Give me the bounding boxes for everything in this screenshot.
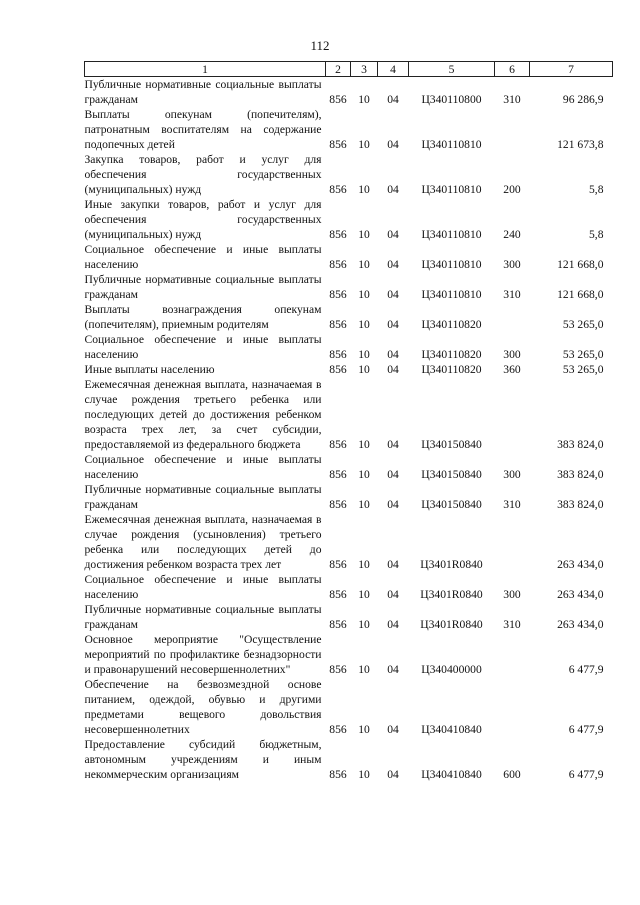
ministry-code: 856 [329, 498, 347, 511]
expense-type-code: 240 [503, 228, 521, 241]
subsection-code: 04 [387, 498, 399, 511]
target-article-code: Ц340150840 [421, 498, 482, 511]
expense-type-code: 300 [503, 588, 521, 601]
target-article-code: Ц340110810 [421, 183, 482, 196]
item-name: Ежемесячная денежная выплата, назначаемая в случае рождения (усыновления) третьего ребенка или последующих детей до достижения ребенком возраста трех лет [84, 513, 322, 571]
expense-type-code: 300 [503, 348, 521, 361]
item-name: Публичные нормативные социальные выплаты гражданам [84, 603, 322, 631]
target-article-code: Ц340400000 [421, 663, 482, 676]
target-article-code: Ц340110820 [421, 318, 482, 331]
amount: 53 265,0 [562, 363, 604, 376]
table-row [85, 602, 613, 632]
item-name: Социальное обеспечение и иные выплаты населению [84, 453, 322, 481]
budget-table [84, 61, 613, 782]
table-row [85, 107, 613, 152]
section-code: 10 [358, 258, 370, 271]
target-article-code: Ц340110800 [421, 93, 482, 106]
amount: 5,8 [589, 228, 604, 241]
item-name: Социальное обеспечение и иные выплаты населению [84, 333, 322, 361]
ministry-code: 856 [329, 318, 347, 331]
section-code: 10 [358, 588, 370, 601]
item-name: Основное мероприятие "Осуществление мероприятий по профилактике безнадзорности и правонарушений несовершеннолетних" [84, 633, 322, 676]
amount: 263 434,0 [557, 588, 604, 601]
subsection-code: 04 [387, 438, 399, 451]
subsection-code: 04 [387, 723, 399, 736]
item-name: Социальное обеспечение и иные выплаты населению [84, 243, 322, 271]
table-header-row [85, 62, 613, 77]
ministry-code: 856 [329, 438, 347, 451]
ministry-code: 856 [329, 663, 347, 676]
expense-type-code: 300 [503, 258, 521, 271]
expense-type-code: 360 [503, 363, 521, 376]
subsection-code: 04 [387, 183, 399, 196]
ministry-code: 856 [329, 183, 347, 196]
expense-type-code [495, 377, 530, 452]
section-code: 10 [358, 663, 370, 676]
amount: 6 477,9 [568, 768, 604, 781]
item-name: Социальное обеспечение и иные выплаты населению [84, 573, 322, 601]
amount: 121 668,0 [557, 288, 604, 301]
target-article-code: Ц3401R0840 [420, 618, 483, 631]
item-name: Публичные нормативные социальные выплаты гражданам [84, 78, 322, 106]
item-name: Выплаты вознаграждения опекунам (попечителям), приемным родителям [84, 303, 322, 331]
ministry-code: 856 [329, 258, 347, 271]
expense-type-code: 310 [503, 498, 521, 511]
expense-type-code: 300 [503, 468, 521, 481]
section-code: 10 [358, 288, 370, 301]
section-code: 10 [358, 318, 370, 331]
target-article-code: Ц340110810 [421, 138, 482, 151]
table-row [85, 242, 613, 272]
amount: 383 824,0 [557, 438, 604, 451]
amount: 263 434,0 [557, 558, 604, 571]
item-name: Предоставление субсидий бюджетным, автономным учреждениям и иным некоммерческим организациям [84, 738, 322, 781]
target-article-code: Ц340150840 [421, 438, 482, 451]
subsection-code: 04 [387, 768, 399, 781]
table-row [85, 677, 613, 737]
table-row [85, 272, 613, 302]
item-name: Обеспечение на безвозмездной основе питанием, одеждой, обувью и другими предметами вещевого довольствия несовершеннолетних [84, 678, 322, 736]
amount: 263 434,0 [557, 618, 604, 631]
subsection-code: 04 [387, 468, 399, 481]
amount: 96 286,9 [562, 93, 604, 106]
column-header: 1 [85, 62, 326, 77]
expense-type-code [495, 512, 530, 572]
target-article-code: Ц340410840 [421, 768, 482, 781]
column-header: 5 [409, 62, 495, 77]
expense-type-code [495, 302, 530, 332]
item-name: Закупка товаров, работ и услуг для обеспечения государственных (муниципальных) нужд [84, 153, 322, 196]
item-name: Публичные нормативные социальные выплаты гражданам [84, 483, 322, 511]
section-code: 10 [358, 348, 370, 361]
amount: 383 824,0 [557, 468, 604, 481]
ministry-code: 856 [329, 228, 347, 241]
item-name: Публичные нормативные социальные выплаты гражданам [84, 273, 322, 301]
target-article-code: Ц3401R0840 [420, 558, 483, 571]
item-name: Выплаты опекунам (попечителям), патронатным воспитателям на содержание подопечных детей [84, 108, 322, 151]
expense-type-code [495, 677, 530, 737]
subsection-code: 04 [387, 588, 399, 601]
amount: 53 265,0 [562, 318, 604, 331]
amount: 121 668,0 [557, 258, 604, 271]
expense-type-code: 200 [503, 183, 521, 196]
subsection-code: 04 [387, 138, 399, 151]
table-row [85, 302, 613, 332]
amount: 121 673,8 [557, 138, 604, 151]
ministry-code: 856 [329, 768, 347, 781]
subsection-code: 04 [387, 93, 399, 106]
expense-type-code: 310 [503, 93, 521, 106]
section-code: 10 [358, 438, 370, 451]
target-article-code: Ц340110810 [421, 288, 482, 301]
subsection-code: 04 [387, 363, 399, 376]
ministry-code: 856 [329, 348, 347, 361]
table-row [85, 332, 613, 362]
ministry-code: 856 [329, 723, 347, 736]
page-number: 112 [310, 38, 330, 53]
table-row [85, 77, 613, 108]
subsection-code: 04 [387, 258, 399, 271]
expense-type-code: 600 [503, 768, 521, 781]
ministry-code: 856 [329, 618, 347, 631]
subsection-code: 04 [387, 228, 399, 241]
subsection-code: 04 [387, 558, 399, 571]
target-article-code: Ц340110810 [421, 228, 482, 241]
target-article-code: Ц340110820 [421, 363, 482, 376]
section-code: 10 [358, 723, 370, 736]
table-row [85, 512, 613, 572]
target-article-code: Ц340110820 [421, 348, 482, 361]
item-name: Иные выплаты населению [84, 363, 215, 376]
ministry-code: 856 [329, 138, 347, 151]
table-row [85, 482, 613, 512]
section-code: 10 [358, 558, 370, 571]
ministry-code: 856 [329, 363, 347, 376]
section-code: 10 [358, 93, 370, 106]
target-article-code: Ц340150840 [421, 468, 482, 481]
table-row [85, 632, 613, 677]
ministry-code: 856 [329, 288, 347, 301]
table-row [85, 152, 613, 197]
item-name: Ежемесячная денежная выплата, назначаемая в случае рождения третьего ребенка или последующих детей до достижения ребенком возраста трех лет, за счет субсидии, предоставляемой из федерального бюджета [84, 378, 322, 451]
target-article-code: Ц340410840 [421, 723, 482, 736]
column-header: 7 [530, 62, 613, 77]
target-article-code: Ц3401R0840 [420, 588, 483, 601]
section-code: 10 [358, 228, 370, 241]
subsection-code: 04 [387, 663, 399, 676]
section-code: 10 [358, 498, 370, 511]
ministry-code: 856 [329, 93, 347, 106]
amount: 6 477,9 [568, 723, 604, 736]
column-header: 4 [378, 62, 409, 77]
amount: 6 477,9 [568, 663, 604, 676]
section-code: 10 [358, 468, 370, 481]
section-code: 10 [358, 768, 370, 781]
expense-type-code [495, 632, 530, 677]
subsection-code: 04 [387, 618, 399, 631]
amount: 5,8 [589, 183, 604, 196]
subsection-code: 04 [387, 288, 399, 301]
ministry-code: 856 [329, 558, 347, 571]
expense-type-code [495, 107, 530, 152]
section-code: 10 [358, 363, 370, 376]
column-header: 6 [495, 62, 530, 77]
expense-type-code: 310 [503, 618, 521, 631]
section-code: 10 [358, 183, 370, 196]
subsection-code: 04 [387, 348, 399, 361]
table-row [85, 197, 613, 242]
subsection-code: 04 [387, 318, 399, 331]
section-code: 10 [358, 138, 370, 151]
item-name: Иные закупки товаров, работ и услуг для обеспечения государственных (муниципальных) нужд [84, 198, 322, 241]
table-row [85, 362, 613, 377]
section-code: 10 [358, 618, 370, 631]
expense-type-code: 310 [503, 288, 521, 301]
ministry-code: 856 [329, 588, 347, 601]
ministry-code: 856 [329, 468, 347, 481]
target-article-code: Ц340110810 [421, 258, 482, 271]
table-row [85, 377, 613, 452]
amount: 53 265,0 [562, 348, 604, 361]
column-header: 3 [351, 62, 378, 77]
table-row [85, 737, 613, 782]
column-header: 2 [326, 62, 351, 77]
table-row [85, 452, 613, 482]
table-row [85, 572, 613, 602]
amount: 383 824,0 [557, 498, 604, 511]
